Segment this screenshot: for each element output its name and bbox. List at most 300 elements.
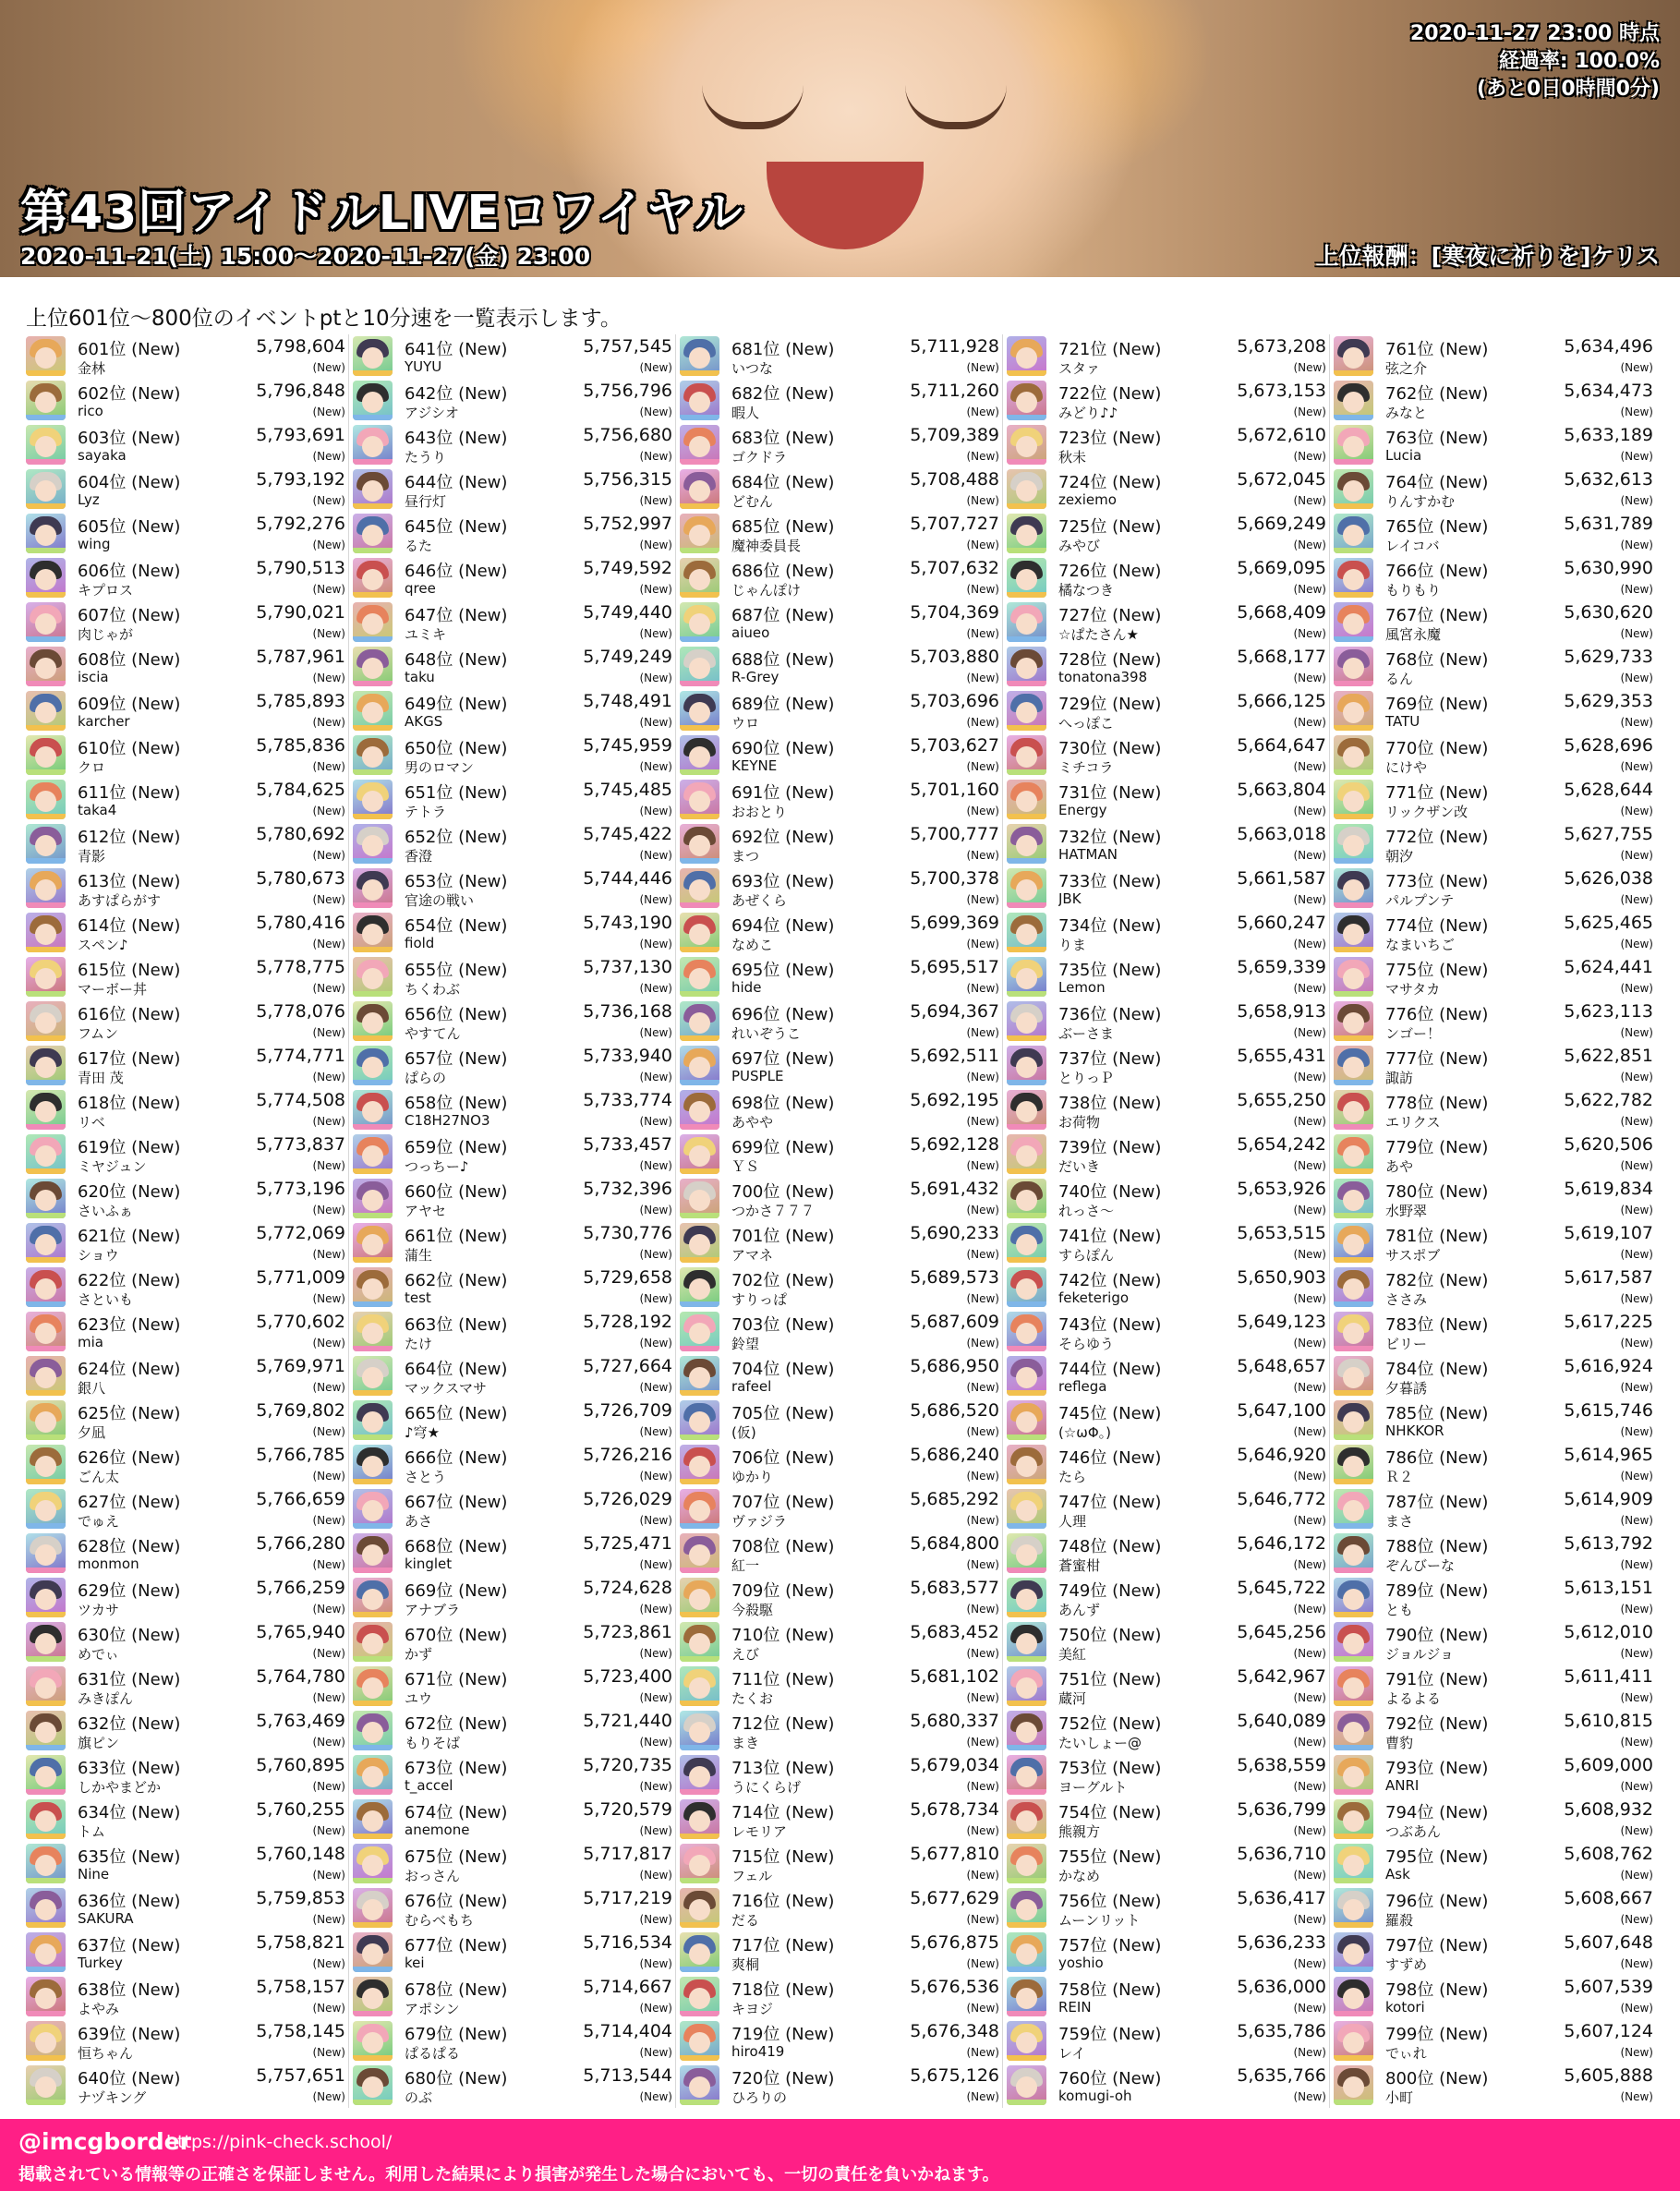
- player-name: Lemon: [1058, 979, 1106, 996]
- event-points: 5,628,696: [1564, 735, 1653, 756]
- ten-minute-speed: (New): [1293, 539, 1326, 551]
- ranking-entry: [353, 1576, 672, 1620]
- ranking-entry: [1334, 1487, 1653, 1531]
- player-name: ビリー: [1385, 1336, 1428, 1352]
- idol-avatar: [1007, 868, 1046, 908]
- column-divider: [348, 334, 349, 2108]
- event-points: 5,736,168: [583, 1001, 672, 1022]
- ten-minute-speed: (New): [312, 1780, 345, 1793]
- idol-avatar: [1334, 469, 1373, 509]
- ten-minute-speed: (New): [966, 805, 999, 817]
- rank-label: 626位 (New): [78, 1448, 181, 1468]
- ranking-entry: [680, 600, 999, 645]
- event-points: 5,749,249: [583, 647, 672, 667]
- ranking-entry: [1007, 1310, 1326, 1354]
- ranking-entry: [1334, 1354, 1653, 1398]
- event-points: 5,760,895: [256, 1755, 345, 1775]
- ranking-entry: [1007, 1798, 1326, 1842]
- rank-label: 722位 (New): [1058, 384, 1162, 404]
- idol-avatar: [26, 913, 66, 952]
- ranking-entry: [1007, 822, 1326, 866]
- ten-minute-speed: (New): [312, 1337, 345, 1350]
- player-name: じゃんぽけ: [731, 582, 802, 599]
- player-name: ジョルジョ: [1385, 1646, 1455, 1663]
- event-points: 5,672,045: [1237, 469, 1326, 490]
- ten-minute-speed: (New): [312, 2046, 345, 2059]
- ranking-entry: [1007, 1487, 1326, 1531]
- rank-label: 624位 (New): [78, 1360, 181, 1379]
- rank-label: 761位 (New): [1385, 340, 1489, 359]
- ranking-entry: [1007, 1398, 1326, 1443]
- player-name: えび: [731, 1646, 760, 1663]
- rank-label: 727位 (New): [1058, 606, 1162, 625]
- idol-avatar: [680, 1533, 719, 1573]
- ranking-entry: [1334, 1531, 1653, 1576]
- event-points: 5,663,018: [1237, 824, 1326, 844]
- ten-minute-speed: (New): [1620, 1736, 1653, 1749]
- ten-minute-speed: (New): [312, 406, 345, 418]
- event-period: 2020-11-21(土) 15:00～2020-11-27(金) 23:00: [20, 243, 591, 270]
- idol-avatar: [26, 425, 66, 465]
- ten-minute-speed: (New): [1620, 1869, 1653, 1882]
- rank-label: 638位 (New): [78, 1980, 181, 2000]
- ten-minute-speed: (New): [1620, 1248, 1653, 1261]
- rank-label: 712位 (New): [731, 1714, 835, 1734]
- ranking-entry: [1334, 1931, 1653, 1975]
- player-name: エリクス: [1385, 1114, 1441, 1131]
- ten-minute-speed: (New): [639, 1514, 672, 1527]
- ten-minute-speed: (New): [1620, 1957, 1653, 1970]
- ranking-entry: [1007, 334, 1326, 379]
- event-points: 5,614,965: [1564, 1445, 1653, 1465]
- event-points: 5,634,473: [1564, 381, 1653, 401]
- player-name: 水野翠: [1385, 1203, 1428, 1219]
- idol-avatar: [1007, 824, 1046, 864]
- idol-avatar: [1007, 1046, 1046, 1085]
- rank-label: 757位 (New): [1058, 1936, 1162, 1955]
- idol-avatar: [26, 1622, 66, 1662]
- ten-minute-speed: (New): [966, 1115, 999, 1128]
- ranking-entry: [680, 911, 999, 955]
- ranking-entry: [1007, 1664, 1326, 1709]
- ten-minute-speed: (New): [639, 1115, 672, 1128]
- event-points: 5,623,113: [1564, 1001, 1653, 1022]
- rank-label: 615位 (New): [78, 961, 181, 980]
- idol-avatar: [26, 735, 66, 775]
- player-name: なめこ: [731, 937, 774, 953]
- player-name: zexiemo: [1058, 491, 1117, 508]
- banner-art-eye: [702, 85, 804, 129]
- rank-label: 733位 (New): [1058, 872, 1162, 891]
- rank-label: 726位 (New): [1058, 562, 1162, 581]
- ten-minute-speed: (New): [1620, 1204, 1653, 1217]
- ranking-entry: [1007, 1709, 1326, 1753]
- rank-label: 621位 (New): [78, 1227, 181, 1246]
- idol-avatar: [680, 1711, 719, 1750]
- ranking-entry: [1007, 778, 1326, 822]
- idol-avatar: [1007, 425, 1046, 465]
- event-points: 5,684,800: [910, 1533, 999, 1554]
- player-name: 夕凪: [78, 1424, 106, 1441]
- idol-avatar: [353, 913, 393, 952]
- event-points: 5,733,457: [583, 1134, 672, 1155]
- ten-minute-speed: (New): [1620, 1026, 1653, 1039]
- event-points: 5,784,625: [256, 780, 345, 800]
- ranking-entry: [26, 423, 345, 467]
- ranking-entry: [353, 689, 672, 733]
- ten-minute-speed: (New): [1620, 1425, 1653, 1438]
- rank-label: 797位 (New): [1385, 1936, 1489, 1955]
- rank-label: 668位 (New): [405, 1537, 508, 1556]
- event-points: 5,636,799: [1237, 1799, 1326, 1820]
- ranking-entry: [1007, 1088, 1326, 1132]
- column-divider: [1002, 334, 1003, 2108]
- event-points: 5,752,997: [583, 514, 672, 534]
- player-name: たうり: [405, 449, 447, 466]
- rank-label: 632位 (New): [78, 1714, 181, 1734]
- event-points: 5,714,404: [583, 2021, 672, 2041]
- ten-minute-speed: (New): [312, 849, 345, 862]
- ranking-entry: [1007, 1531, 1326, 1576]
- ten-minute-speed: (New): [639, 893, 672, 906]
- ranking-entry: [353, 1842, 672, 1886]
- player-name: ごん太: [78, 1469, 120, 1485]
- ranking-entry: [680, 1265, 999, 1310]
- ranking-entry: [353, 1132, 672, 1177]
- ten-minute-speed: (New): [966, 2046, 999, 2059]
- event-points: 5,678,734: [910, 1799, 999, 1820]
- idol-avatar: [353, 1888, 393, 1928]
- player-name: どむん: [731, 493, 774, 510]
- rank-label: 672位 (New): [405, 1714, 508, 1734]
- ten-minute-speed: (New): [966, 716, 999, 729]
- ranking-entry: [680, 689, 999, 733]
- event-points: 5,729,658: [583, 1267, 672, 1288]
- event-points: 5,759,853: [256, 1888, 345, 1908]
- player-name: レモリア: [731, 1823, 788, 1840]
- event-points: 5,773,196: [256, 1179, 345, 1199]
- idol-avatar: [680, 647, 719, 686]
- player-name: みなと: [1385, 405, 1428, 421]
- player-name: アジシオ: [405, 405, 460, 421]
- ten-minute-speed: (New): [1293, 1558, 1326, 1571]
- rank-label: 737位 (New): [1058, 1049, 1162, 1069]
- idol-avatar: [353, 868, 393, 908]
- ranking-entry: [680, 1177, 999, 1221]
- ranking-entry: [353, 1664, 672, 1709]
- ranking-entry: [680, 1753, 999, 1798]
- ranking-entry: [1007, 999, 1326, 1044]
- footer: [0, 2119, 1680, 2191]
- ranking-entry: [1334, 1398, 1653, 1443]
- player-name: なまいちご: [1385, 937, 1456, 953]
- ten-minute-speed: (New): [966, 1248, 999, 1261]
- event-points: 5,627,755: [1564, 824, 1653, 844]
- ranking-entry: [353, 645, 672, 689]
- rank-label: 730位 (New): [1058, 739, 1162, 758]
- rank-label: 625位 (New): [78, 1404, 181, 1423]
- idol-avatar: [353, 691, 393, 731]
- event-points: 5,659,339: [1237, 957, 1326, 977]
- ranking-entry: [680, 778, 999, 822]
- idol-avatar: [1007, 1844, 1046, 1883]
- ten-minute-speed: (New): [966, 1204, 999, 1217]
- ten-minute-speed: (New): [639, 716, 672, 729]
- event-points: 5,724,628: [583, 1578, 672, 1598]
- player-name: めでぃ: [78, 1646, 119, 1663]
- player-name: R-Grey: [731, 669, 780, 685]
- rank-label: 696位 (New): [731, 1005, 835, 1024]
- ranking-entry: [680, 556, 999, 600]
- rank-label: 784位 (New): [1385, 1360, 1489, 1379]
- ranking-entry: [26, 334, 345, 379]
- ranking-entry: [26, 733, 345, 778]
- player-name: fiold: [405, 935, 435, 951]
- player-name: あや: [1385, 1158, 1414, 1175]
- ranking-entry: [353, 2019, 672, 2064]
- rank-label: 628位 (New): [78, 1537, 181, 1556]
- ten-minute-speed: (New): [639, 406, 672, 418]
- ten-minute-speed: (New): [639, 672, 672, 684]
- event-points: 5,607,539: [1564, 1977, 1653, 1997]
- ranking-entry: [1007, 645, 1326, 689]
- event-points: 5,681,102: [910, 1666, 999, 1687]
- player-name: Energy: [1058, 802, 1107, 818]
- progress-rate: 経過率: 100.0%: [1498, 50, 1660, 73]
- rank-label: 641位 (New): [405, 340, 508, 359]
- idol-avatar: [353, 1977, 393, 2016]
- ten-minute-speed: (New): [312, 938, 345, 950]
- ranking-entry: [26, 689, 345, 733]
- player-name: さとう: [405, 1469, 447, 1485]
- ten-minute-speed: (New): [1293, 982, 1326, 995]
- player-name: あすぱらがす: [78, 892, 162, 909]
- idol-avatar: [353, 1622, 393, 1662]
- ranking-entry: [680, 2064, 999, 2108]
- ten-minute-speed: (New): [966, 893, 999, 906]
- rank-label: 616位 (New): [78, 1005, 181, 1024]
- ten-minute-speed: (New): [639, 1425, 672, 1438]
- ten-minute-speed: (New): [1293, 1647, 1326, 1660]
- event-points: 5,658,913: [1237, 1001, 1326, 1022]
- idol-avatar: [1334, 1312, 1373, 1351]
- event-points: 5,617,225: [1564, 1312, 1653, 1332]
- ranking-entry: [26, 1531, 345, 1576]
- ranking-entry: [353, 866, 672, 911]
- event-points: 5,713,544: [583, 2065, 672, 2086]
- event-points: 5,636,000: [1237, 1977, 1326, 1997]
- player-name: たけ: [405, 1336, 433, 1352]
- ranking-entry: [353, 1221, 672, 1265]
- ten-minute-speed: (New): [639, 539, 672, 551]
- ranking-entry: [26, 1398, 345, 1443]
- ranking-entry: [1007, 512, 1326, 556]
- rank-label: 768位 (New): [1385, 650, 1489, 670]
- idol-avatar: [26, 1755, 66, 1795]
- player-name: フムン: [78, 1025, 118, 1042]
- rank-label: 683位 (New): [731, 429, 835, 448]
- event-points: 5,721,440: [583, 1711, 672, 1731]
- event-points: 5,617,587: [1564, 1267, 1653, 1288]
- idol-avatar: [26, 1844, 66, 1883]
- player-name: みきぽん: [78, 1690, 134, 1707]
- event-points: 5,757,651: [256, 2065, 345, 2086]
- rank-label: 742位 (New): [1058, 1271, 1162, 1290]
- idol-avatar: [353, 1755, 393, 1795]
- event-points: 5,700,378: [910, 868, 999, 889]
- player-name: 蒲生: [405, 1247, 433, 1264]
- player-name: リベ: [78, 1114, 105, 1131]
- rank-label: 789位 (New): [1385, 1581, 1489, 1601]
- ranking-entry: [353, 1398, 672, 1443]
- idol-avatar: [353, 1001, 393, 1041]
- rank-label: 747位 (New): [1058, 1493, 1162, 1512]
- event-points: 5,772,069: [256, 1223, 345, 1243]
- idol-avatar: [26, 780, 66, 819]
- event-points: 5,646,172: [1237, 1533, 1326, 1554]
- player-name: ゆかり: [731, 1469, 774, 1485]
- event-points: 5,703,627: [910, 735, 999, 756]
- player-name: 曹豹: [1385, 1735, 1414, 1751]
- event-points: 5,796,848: [256, 381, 345, 401]
- twitter-handle-link[interactable]: @imcgborder: [18, 2128, 191, 2155]
- idol-avatar: [353, 1844, 393, 1883]
- ranking-column: [26, 334, 345, 2108]
- player-name: ユミキ: [405, 626, 447, 643]
- idol-avatar: [680, 1755, 719, 1795]
- rank-label: 759位 (New): [1058, 2025, 1162, 2044]
- rank-label: 636位 (New): [78, 1892, 181, 1911]
- event-points: 5,708,488: [910, 469, 999, 490]
- event-points: 5,653,515: [1237, 1223, 1326, 1243]
- ranking-entry: [1007, 1842, 1326, 1886]
- ranking-entry: [26, 1265, 345, 1310]
- event-points: 5,635,766: [1237, 2065, 1326, 2086]
- player-name: SAKURA: [78, 1910, 134, 1927]
- idol-avatar: [1334, 735, 1373, 775]
- event-points: 5,758,157: [256, 1977, 345, 1997]
- idol-avatar: [680, 1844, 719, 1883]
- event-points: 5,769,971: [256, 1356, 345, 1376]
- rank-label: 691位 (New): [731, 783, 835, 803]
- idol-avatar: [1007, 1932, 1046, 1972]
- event-points: 5,758,821: [256, 1932, 345, 1953]
- idol-avatar: [680, 735, 719, 775]
- ten-minute-speed: (New): [966, 583, 999, 596]
- ranking-entry: [353, 512, 672, 556]
- event-banner: [0, 0, 1680, 277]
- player-name: hide: [731, 979, 762, 996]
- ten-minute-speed: (New): [966, 361, 999, 374]
- player-name: feketerigo: [1058, 1289, 1130, 1306]
- ten-minute-speed: (New): [312, 716, 345, 729]
- event-points: 5,615,746: [1564, 1400, 1653, 1421]
- event-points: 5,701,160: [910, 780, 999, 800]
- ten-minute-speed: (New): [312, 1736, 345, 1749]
- player-name: アヤセ: [405, 1203, 447, 1219]
- ten-minute-speed: (New): [1293, 1071, 1326, 1083]
- rank-label: 751位 (New): [1058, 1670, 1162, 1689]
- ten-minute-speed: (New): [966, 1736, 999, 1749]
- event-points: 5,725,471: [583, 1533, 672, 1554]
- idol-avatar: [26, 1445, 66, 1484]
- ranking-entry: [26, 1132, 345, 1177]
- ranking-entry: [1334, 1221, 1653, 1265]
- player-name: もりそば: [405, 1735, 461, 1751]
- event-points: 5,634,496: [1564, 336, 1653, 357]
- rank-label: 680位 (New): [405, 2069, 508, 2088]
- ranking-entry: [1007, 600, 1326, 645]
- ranking-entry: [26, 467, 345, 512]
- rank-label: 623位 (New): [78, 1315, 181, 1335]
- ranking-entry: [1334, 645, 1653, 689]
- event-points: 5,645,256: [1237, 1622, 1326, 1642]
- ten-minute-speed: (New): [639, 361, 672, 374]
- event-points: 5,629,353: [1564, 691, 1653, 711]
- ranking-entry: [1007, 1975, 1326, 2019]
- event-points: 5,650,903: [1237, 1267, 1326, 1288]
- ten-minute-speed: (New): [1293, 1292, 1326, 1305]
- event-points: 5,669,095: [1237, 558, 1326, 578]
- player-name: あんず: [1058, 1602, 1101, 1618]
- ten-minute-speed: (New): [639, 1603, 672, 1616]
- event-points: 5,711,260: [910, 381, 999, 401]
- rank-label: 656位 (New): [405, 1005, 508, 1024]
- event-points: 5,655,431: [1237, 1046, 1326, 1066]
- ten-minute-speed: (New): [1293, 716, 1326, 729]
- ten-minute-speed: (New): [639, 1204, 672, 1217]
- player-name: ナヅキング: [78, 2089, 147, 2106]
- ten-minute-speed: (New): [966, 672, 999, 684]
- site-url-link[interactable]: https://pink-check.school/: [166, 2132, 393, 2152]
- ranking-entry: [26, 1798, 345, 1842]
- event-points: 5,616,924: [1564, 1356, 1653, 1376]
- ranking-entry: [1007, 1044, 1326, 1088]
- player-name: アナブラ: [405, 1602, 461, 1618]
- event-points: 5,619,834: [1564, 1179, 1653, 1199]
- idol-avatar: [1334, 868, 1373, 908]
- ten-minute-speed: (New): [312, 1204, 345, 1217]
- event-points: 5,728,192: [583, 1312, 672, 1332]
- rank-label: 746位 (New): [1058, 1448, 1162, 1468]
- rank-label: 649位 (New): [405, 695, 508, 714]
- idol-avatar: [353, 2021, 393, 2061]
- idol-avatar: [680, 1578, 719, 1617]
- ten-minute-speed: (New): [1620, 1514, 1653, 1527]
- rank-label: 753位 (New): [1058, 1759, 1162, 1778]
- event-points: 5,633,189: [1564, 425, 1653, 445]
- player-name: のぶ: [405, 2089, 433, 2106]
- rank-label: 798位 (New): [1385, 1980, 1489, 2000]
- player-name: すずめ: [1385, 1956, 1428, 1973]
- event-points: 5,703,696: [910, 691, 999, 711]
- ten-minute-speed: (New): [312, 1026, 345, 1039]
- event-points: 5,635,786: [1237, 2021, 1326, 2041]
- rank-label: 725位 (New): [1058, 517, 1162, 537]
- event-points: 5,663,804: [1237, 780, 1326, 800]
- event-points: 5,703,880: [910, 647, 999, 667]
- idol-avatar: [26, 957, 66, 997]
- idol-avatar: [26, 1090, 66, 1130]
- event-points: 5,691,432: [910, 1179, 999, 1199]
- idol-avatar: [680, 469, 719, 509]
- event-points: 5,737,130: [583, 957, 672, 977]
- rank-label: 705位 (New): [731, 1404, 835, 1423]
- event-points: 5,636,710: [1237, 1844, 1326, 1864]
- ranking-entry: [353, 1310, 672, 1354]
- event-points: 5,748,491: [583, 691, 672, 711]
- ten-minute-speed: (New): [1293, 1248, 1326, 1261]
